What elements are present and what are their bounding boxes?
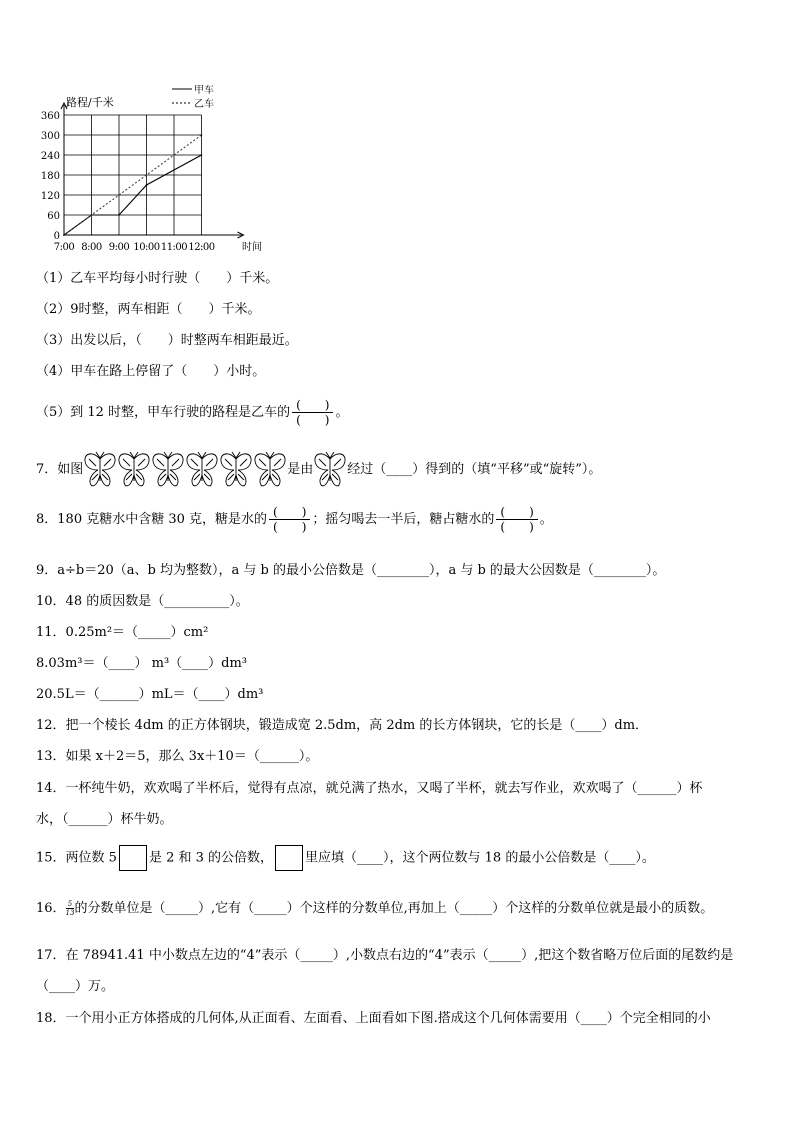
y-tick-label: 120 <box>40 191 60 202</box>
butterfly-icon <box>151 451 185 489</box>
question-10: 10．48 的质因数是（__________）。 <box>36 594 249 609</box>
q5-fraction: $\frac{( )}{( )}$ <box>292 398 333 427</box>
question-18: 18．一个用小正方体搭成的几何体,从正面看、左面看、上面看如下图.搭成这个几何体需要用（____）个完全相同的小 <box>36 1011 711 1026</box>
series-1-point <box>63 234 65 236</box>
series-0-point <box>201 154 203 156</box>
question-17b: （____）万。 <box>36 979 115 994</box>
series-line-1 <box>64 135 202 235</box>
y-axis-label: 路程/千米 <box>66 96 114 109</box>
x-axis-label: 时间 <box>242 242 262 253</box>
q16-fraction: $\frac{5}{13}$ <box>65 900 75 917</box>
x-tick-label: 7:00 <box>53 242 75 253</box>
y-tick-label: 240 <box>40 151 60 162</box>
q8-fraction-2: $\frac{( )}{( )}$ <box>496 505 537 534</box>
question-11c: 20.5L＝（______）mL＝（____）dm³ <box>36 687 264 702</box>
question-6-2: （2）9时整，两车相距（ ）千米。 <box>36 302 261 317</box>
question-13: 13．如果 x＋2＝5，那么 3x＋10＝（______）。 <box>36 749 319 764</box>
y-tick-label: 360 <box>40 111 60 122</box>
butterfly-icon <box>313 451 347 489</box>
butterfly-icon <box>185 451 219 489</box>
q5-text: （5）到 12 时整，甲车行驶的路程是乙车的 <box>36 405 291 420</box>
chart-grid <box>64 115 202 235</box>
series-0-point <box>118 214 120 216</box>
x-tick-label: 10:00 <box>133 242 160 253</box>
x-tick-label: 9:00 <box>108 242 130 253</box>
question-16: 16． $\frac{5}{13}$ 的分数单位是（_____）,它有（_____）个这样的分数单位,再加上（_____）个这样的分数单位就是最小的质数。 <box>36 900 714 917</box>
butterfly-icon <box>117 451 151 489</box>
x-tick-label: 12:00 <box>188 242 215 253</box>
question-6-3: （3）出发以后，（ ）时整两车相距最近。 <box>36 333 298 348</box>
blank-box <box>119 845 147 871</box>
question-17a: 17．在 78941.41 中小数点左边的“4”表示（_____）,小数点右边的“4”表示（_____）,把这个数省略万位后面的尾数约是 <box>36 948 734 963</box>
series-0-point <box>146 184 148 186</box>
y-tick-label: 60 <box>47 211 60 222</box>
y-tick-label: 0 <box>53 231 60 242</box>
series-1-point <box>201 134 203 136</box>
x-tick-label: 11:00 <box>160 242 188 253</box>
question-6-5: （5）到 12 时整，甲车行驶的路程是乙车的 $\frac{( )}{( )}$ 。 <box>36 398 349 427</box>
legend-series-1: 乙车 <box>194 99 214 110</box>
y-tick-label: 300 <box>40 131 60 142</box>
q8-fraction-1: $\frac{( )}{( )}$ <box>269 505 310 534</box>
y-tick-label: 180 <box>40 171 60 182</box>
question-11b: 8.03m³＝（____） m³（____）dm³ <box>36 656 248 671</box>
question-14a: 14．一杯纯牛奶，欢欢喝了半杯后，觉得有点凉，就兑满了热水，又喝了半杯，就去写作业，欢欢喝了（______）杯 <box>36 781 703 796</box>
chart-legend <box>172 85 214 110</box>
butterfly-icon <box>219 451 253 489</box>
question-11a: 11．0.25m²＝（_____）cm² <box>36 625 209 640</box>
question-12: 12．把一个棱长 4dm 的正方体钢块，锻造成宽 2.5dm，高 2dm 的长方体钢块，它的长是（____）dm． <box>36 718 649 733</box>
butterfly-single <box>313 462 347 477</box>
butterfly-row <box>83 462 287 477</box>
question-6-4: （4）甲车在路上停留了（ ）小时。 <box>36 364 266 379</box>
legend-series-0: 甲车 <box>194 85 214 96</box>
question-8: 8．180 克糖水中含糖 30 克，糖是水的 $\frac{( )}{( )}$ ；摇匀喝去一半后，糖占糖水的 $\frac{( )}{( )}$ 。 <box>36 505 553 534</box>
question-9: 9．a÷b＝20（a、b 均为整数），a 与 b 的最小公倍数是（________），a 与 b 的最大公因数是（________）。 <box>36 563 666 578</box>
butterfly-icon <box>83 451 117 489</box>
question-7: 7．如图 是由 经过（____）得到的（填“平移”或“旋转”）。 <box>36 450 601 490</box>
blank-box <box>275 845 303 871</box>
question-14b: 水，（______）杯牛奶。 <box>36 812 173 827</box>
butterfly-icon <box>253 451 287 489</box>
question-6-1: （1）乙车平均每小时行驶（ ）千米。 <box>36 271 279 286</box>
question-15: 15．两位数 5 是 2 和 3 的公倍数， 里应填（____），这个两位数与 18 的最小公倍数是（____）。 <box>36 845 655 872</box>
x-tick-label: 8:00 <box>81 242 102 253</box>
chart-series <box>63 134 202 236</box>
distance-time-chart <box>30 85 290 260</box>
